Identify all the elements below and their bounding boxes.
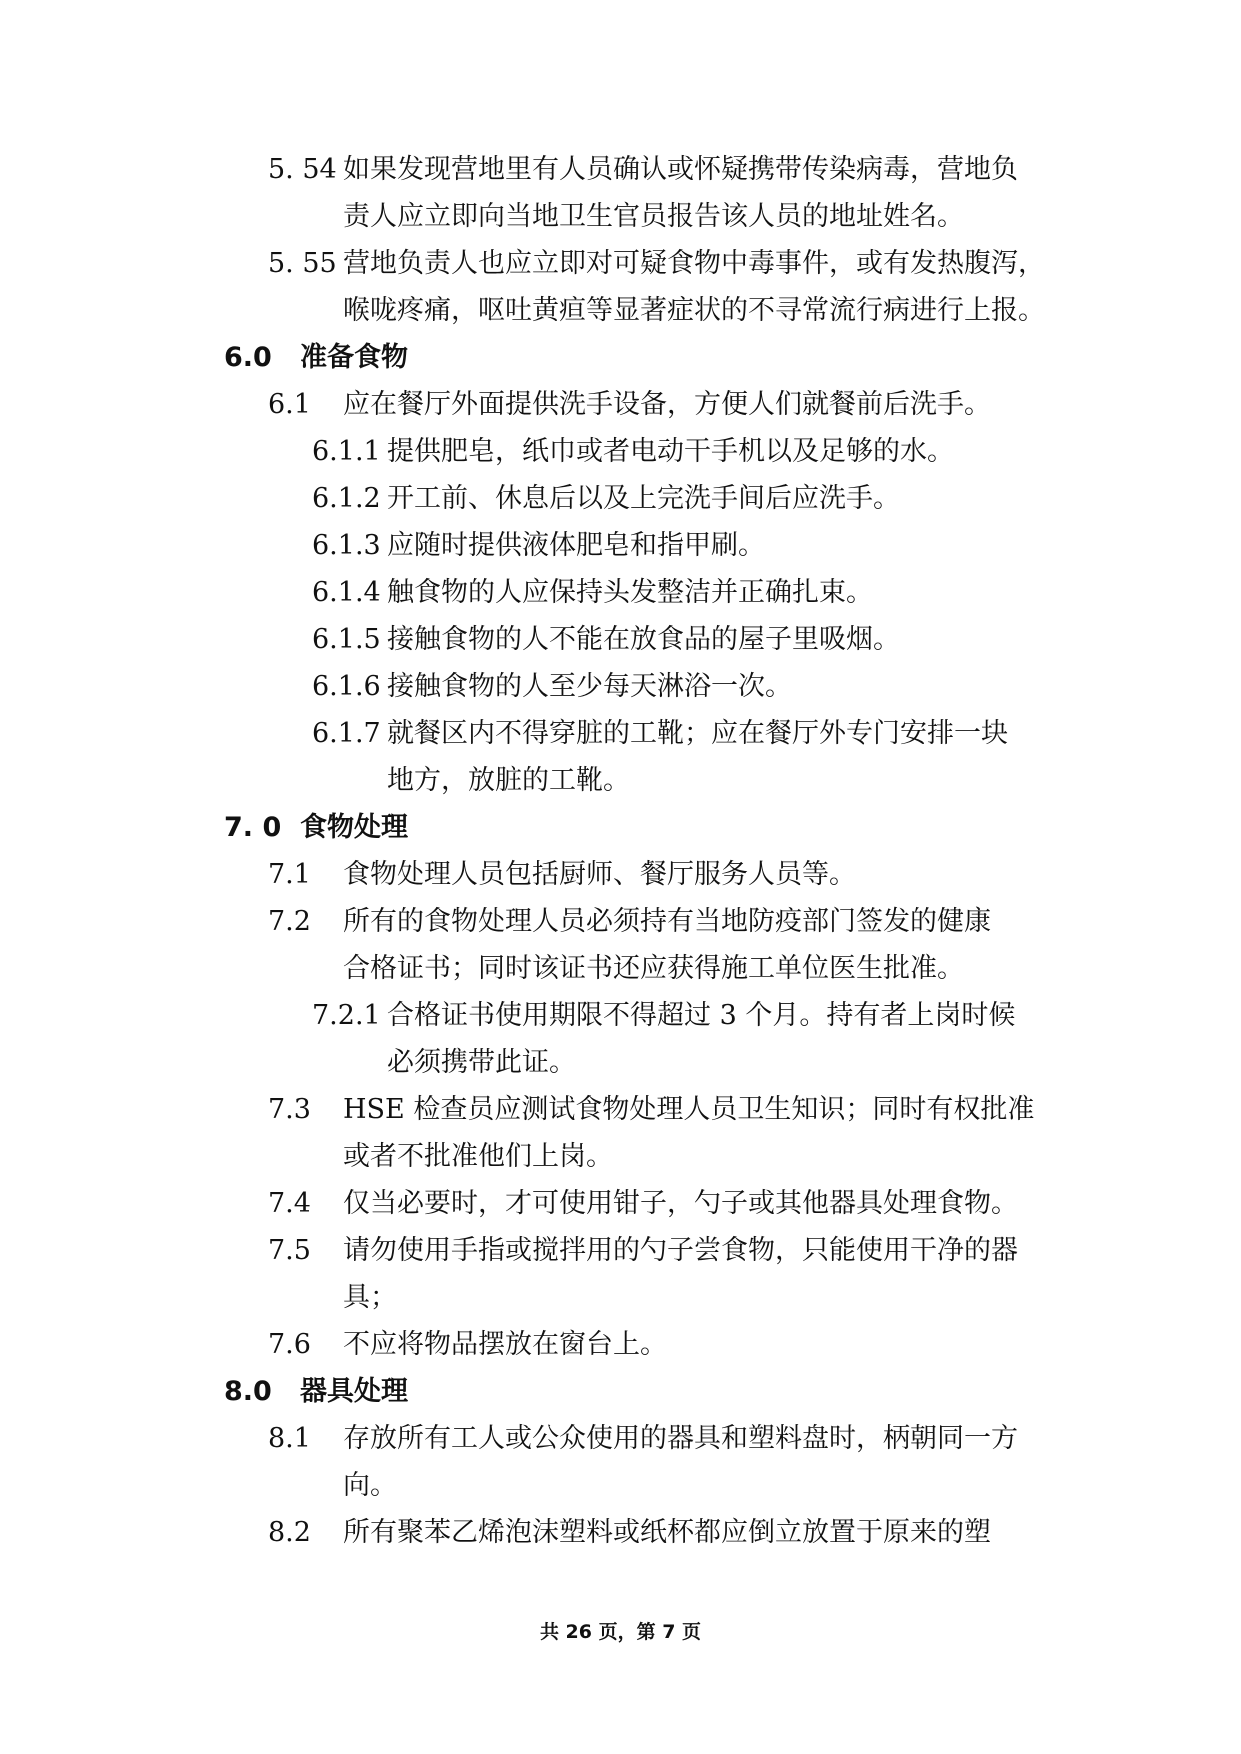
- clause-number: 7.4: [268, 1188, 311, 1219]
- clause-7-3: [0, 1086, 1241, 1134]
- clause-text: 不应将物品摆放在窗台上。: [343, 1329, 667, 1360]
- clause-6-1-2: [0, 475, 1241, 523]
- clause-text: 合格证书；同时该证书还应获得施工单位医生批准。: [343, 953, 964, 984]
- clause-number: 7.2.1: [312, 1000, 381, 1031]
- clause-text: 触食物的人应保持头发整洁并正确扎束。: [387, 577, 873, 608]
- clause-number: 8.2: [268, 1517, 311, 1548]
- clause-7-4: [0, 1180, 1241, 1228]
- clause-text: 地方，放脏的工靴。: [387, 765, 630, 796]
- clause-text: 存放所有工人或公众使用的器具和塑料盘时，柄朝同一方: [343, 1423, 1018, 1454]
- section-number: 8.0: [224, 1376, 272, 1407]
- clause-8-2: [0, 1509, 1241, 1557]
- clause-5-55-continued: [0, 287, 1241, 335]
- page-footer: 共 26 页，第 7 页: [539, 1621, 702, 1643]
- clause-6-1-5: [0, 616, 1241, 664]
- section-number: 6.0: [224, 342, 272, 373]
- clause-text: 责人应立即向当地卫生官员报告该人员的地址姓名。: [343, 201, 964, 232]
- clause-6-1-7-continued: [0, 757, 1241, 805]
- clause-number: 6.1.5: [312, 624, 381, 655]
- clause-text: 应随时提供液体肥皂和指甲刷。: [387, 530, 765, 561]
- clause-6-1-1: [0, 428, 1241, 476]
- clause-number: 6.1.4: [312, 577, 381, 608]
- clause-number: 5. 55: [268, 248, 337, 279]
- clause-7-5: [0, 1227, 1241, 1275]
- clause-text: 所有聚苯乙烯泡沫塑料或纸杯都应倒立放置于原来的塑: [343, 1517, 991, 1548]
- clause-text: 接触食物的人不能在放食品的屋子里吸烟。: [387, 624, 900, 655]
- clause-7-1: [0, 851, 1241, 899]
- clause-7-5-continued: [0, 1274, 1241, 1322]
- clause-7-2-continued: [0, 945, 1241, 993]
- clause-text: 请勿使用手指或搅拌用的勺子尝食物，只能使用干净的器: [343, 1235, 1018, 1266]
- clause-number: 8.1: [268, 1423, 311, 1454]
- clause-text: 向。: [343, 1470, 397, 1501]
- clause-text: 合格证书使用期限不得超过 3 个月。持有者上岗时候: [387, 1000, 1016, 1031]
- clause-7-2-1-continued: [0, 1039, 1241, 1087]
- section-title: 食物处理: [300, 812, 408, 843]
- clause-text: HSE 检查员应测试食物处理人员卫生知识；同时有权批准: [343, 1094, 1035, 1125]
- clause-number: 7.3: [268, 1094, 311, 1125]
- clause-text: 应在餐厅外面提供洗手设备，方便人们就餐前后洗手。: [343, 389, 991, 420]
- clause-text: 喉咙疼痛，呕吐黄疸等显著症状的不寻常流行病进行上报。: [343, 295, 1045, 326]
- clause-number: 7.6: [268, 1329, 311, 1360]
- section-number: 7. 0: [224, 812, 282, 843]
- clause-text: 食物处理人员包括厨师、餐厅服务人员等。: [343, 859, 856, 890]
- clause-text: 就餐区内不得穿脏的工靴；应在餐厅外专门安排一块: [387, 718, 1008, 749]
- clause-6-1-6: [0, 663, 1241, 711]
- clause-6-1-7: [0, 710, 1241, 758]
- clause-5-54-continued: [0, 193, 1241, 241]
- clause-text: 开工前、休息后以及上完洗手间后应洗手。: [387, 483, 900, 514]
- clause-number: 6.1.7: [312, 718, 381, 749]
- clause-number: 7.2: [268, 906, 311, 937]
- clause-text: 仅当必要时，才可使用钳子，勺子或其他器具处理食物。: [343, 1188, 1018, 1219]
- clause-text: 如果发现营地里有人员确认或怀疑携带传染病毒，营地负: [343, 154, 1018, 185]
- clause-number: 7.5: [268, 1235, 311, 1266]
- clause-6-1-3: [0, 522, 1241, 570]
- section-title: 器具处理: [300, 1376, 408, 1407]
- clause-number: 6.1: [268, 389, 311, 420]
- clause-number: 5. 54: [268, 154, 337, 185]
- clause-text: 具；: [343, 1282, 397, 1313]
- clause-number: 6.1.6: [312, 671, 381, 702]
- clause-number: 6.1.1: [312, 436, 381, 467]
- clause-8-1-continued: [0, 1462, 1241, 1510]
- clause-text: 所有的食物处理人员必须持有当地防疫部门签发的健康: [343, 906, 991, 937]
- clause-number: 6.1.3: [312, 530, 381, 561]
- clause-6-1-4: [0, 569, 1241, 617]
- clause-5-55: [0, 240, 1241, 288]
- clause-6-1: [0, 381, 1241, 429]
- clause-7-6: [0, 1321, 1241, 1369]
- section-title: 准备食物: [300, 342, 408, 373]
- clause-5-54: [0, 146, 1241, 194]
- section-heading-6: [0, 334, 1241, 382]
- clause-number: 6.1.2: [312, 483, 381, 514]
- section-heading-8: [0, 1368, 1241, 1416]
- section-heading-7: [0, 804, 1241, 852]
- clause-7-3-continued: [0, 1133, 1241, 1181]
- clause-text: 或者不批准他们上岗。: [343, 1141, 613, 1172]
- clause-7-2: [0, 898, 1241, 946]
- clause-text: 必须携带此证。: [387, 1047, 576, 1078]
- clause-text: 接触食物的人至少每天淋浴一次。: [387, 671, 792, 702]
- clause-text: 提供肥皂，纸巾或者电动干手机以及足够的水。: [387, 436, 954, 467]
- clause-text: 营地负责人也应立即对可疑食物中毒事件，或有发热腹泻，: [343, 248, 1045, 279]
- clause-8-1: [0, 1415, 1241, 1463]
- clause-number: 7.1: [268, 859, 311, 890]
- clause-7-2-1: [0, 992, 1241, 1040]
